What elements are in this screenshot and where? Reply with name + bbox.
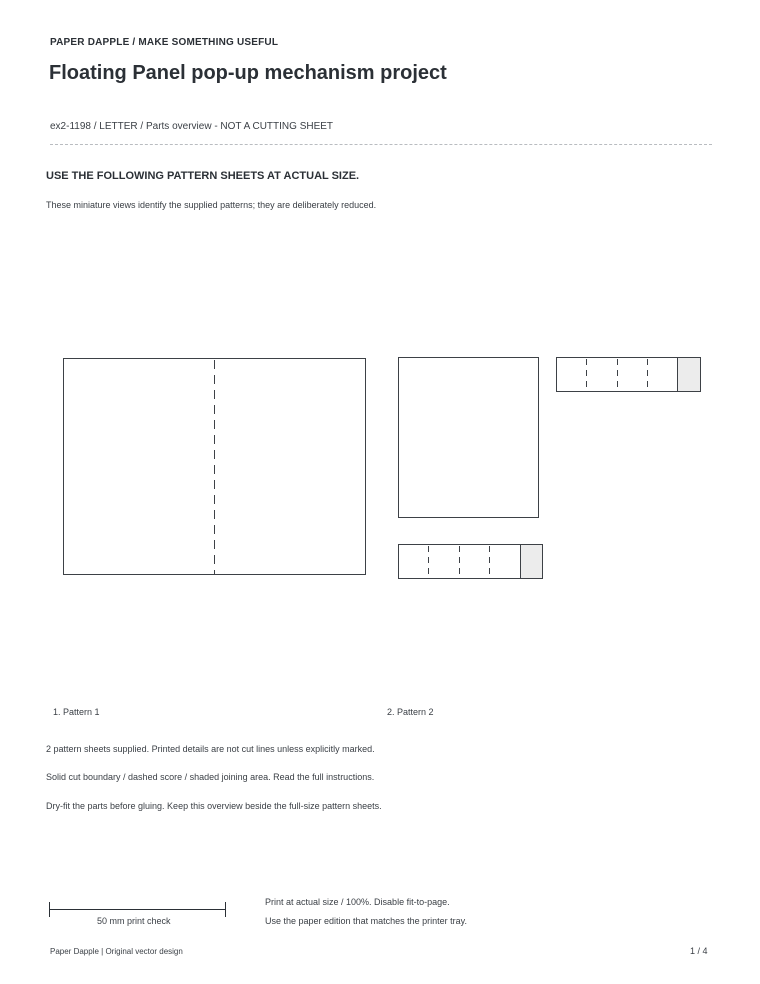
intro-text: These miniature views identify the supplied patterns; they are deliberately reduced. xyxy=(46,200,377,210)
page-number: 1 / 4 xyxy=(690,946,708,956)
footer-credit: Paper Dapple | Original vector design xyxy=(50,947,183,956)
pattern-1-caption: 1. Pattern 1 xyxy=(53,707,100,717)
section-heading: USE THE FOLLOWING PATTERN SHEETS AT ACTUAL SIZE. xyxy=(46,170,360,182)
brand-line: PAPER DAPPLE / MAKE SOMETHING USEFUL xyxy=(50,37,279,48)
print-instruction-actual-size: Print at actual size / 100%. Disable fit-to-page. xyxy=(265,897,450,907)
pattern-2-strip-lower xyxy=(399,545,543,579)
note-sheets-supplied: 2 pattern sheets supplied. Printed details are not cut lines unless explicitly marked. xyxy=(46,744,375,754)
note-line-legend: Solid cut boundary / dashed score / shaded joining area. Read the full instructions. xyxy=(46,772,375,782)
pattern-2-strip-upper xyxy=(557,358,701,392)
scale-bar-label: 50 mm print check xyxy=(97,916,171,926)
note-dry-fit: Dry-fit the parts before gluing. Keep this overview beside the full-size pattern sheets. xyxy=(46,801,382,811)
document-meta: ex2-1198 / LETTER / Parts overview - NOT A CUTTING SHEET xyxy=(50,121,334,132)
pattern-2-thumbnail xyxy=(399,358,701,579)
print-instruction-paper: Use the paper edition that matches the printer tray. xyxy=(265,916,467,926)
pattern-1-thumbnail xyxy=(64,359,366,575)
pattern-2-caption: 2. Pattern 2 xyxy=(387,707,434,717)
scale-bar xyxy=(50,902,226,917)
page-title: Floating Panel pop-up mechanism project xyxy=(49,62,447,84)
